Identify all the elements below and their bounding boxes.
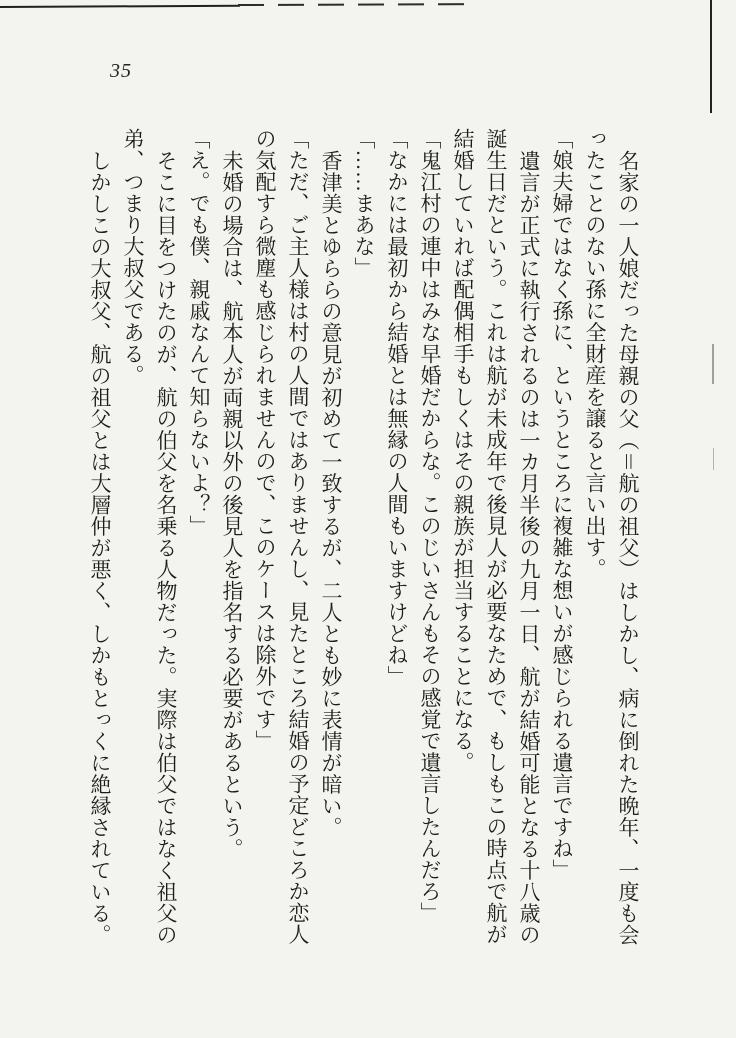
scan-speck [712,344,714,384]
text-line: の気配すら微塵も感じられませんので、このケースは除外です」 [253,128,277,752]
text-line: 「娘夫婦ではなく孫に、というところに複雑な想いが感じられる遺言ですね」 [550,128,574,881]
text-line: 「ただ、ご主人様は村の人間ではありませんし、見たところ結婚の予定どころか恋人 [286,128,310,945]
text-line: 「なかには最初から結婚とは無縁の人間もいますけどね」 [385,128,409,687]
page-number: 35 [110,60,132,82]
scan-edge-line-top [0,5,240,8]
text-line: 「鬼江村の連中はみな早婚だからな。このじいさんもその感覚で遺言したんだろ」 [418,128,442,924]
text-line: 香津美とゆららの意見が初めて一致するが、二人とも妙に表情が暗い。 [319,149,343,838]
text-line: 遺言が正式に執行されるのは一カ月半後の九月一日、航が結婚可能となる十八歳の [517,149,541,945]
vertical-text-block [83,128,644,950]
text-line: そこに目をつけたのが、航の伯父を名乗る人物だった。実際は伯父ではなく祖父の [154,149,178,945]
scan-edge-line-top-dashed [238,3,474,6]
text-line: ったことのない孫に全財産を譲ると言い出す。 [583,128,607,580]
text-line: しかしこの大叔父、航の祖父とは大層仲が悪く、しかもとっくに絶縁されている。 [88,149,112,945]
scan-speck [713,448,714,470]
text-line: 未婚の場合は、航本人が両親以外の後見人を指名する必要があるという。 [220,149,244,859]
text-line: 名家の一人娘だった母親の父（＝航の祖父）はしかし、病に倒れた晩年、一度も会 [616,149,640,945]
text-line: 「え。でも僕、親戚なんて知らないよ？」 [187,128,211,537]
text-line: 弟、つまり大叔父である。 [121,128,145,386]
text-line: 結婚していれば配偶相手もしくはその親族が担当することになる。 [451,128,475,773]
text-line: 「……まあな」 [352,128,376,279]
text-line: 誕生日だという。これは航が未成年で後見人が必要なためで、もしもこの時点で航が [484,128,508,945]
scan-edge-line-right [710,0,712,113]
